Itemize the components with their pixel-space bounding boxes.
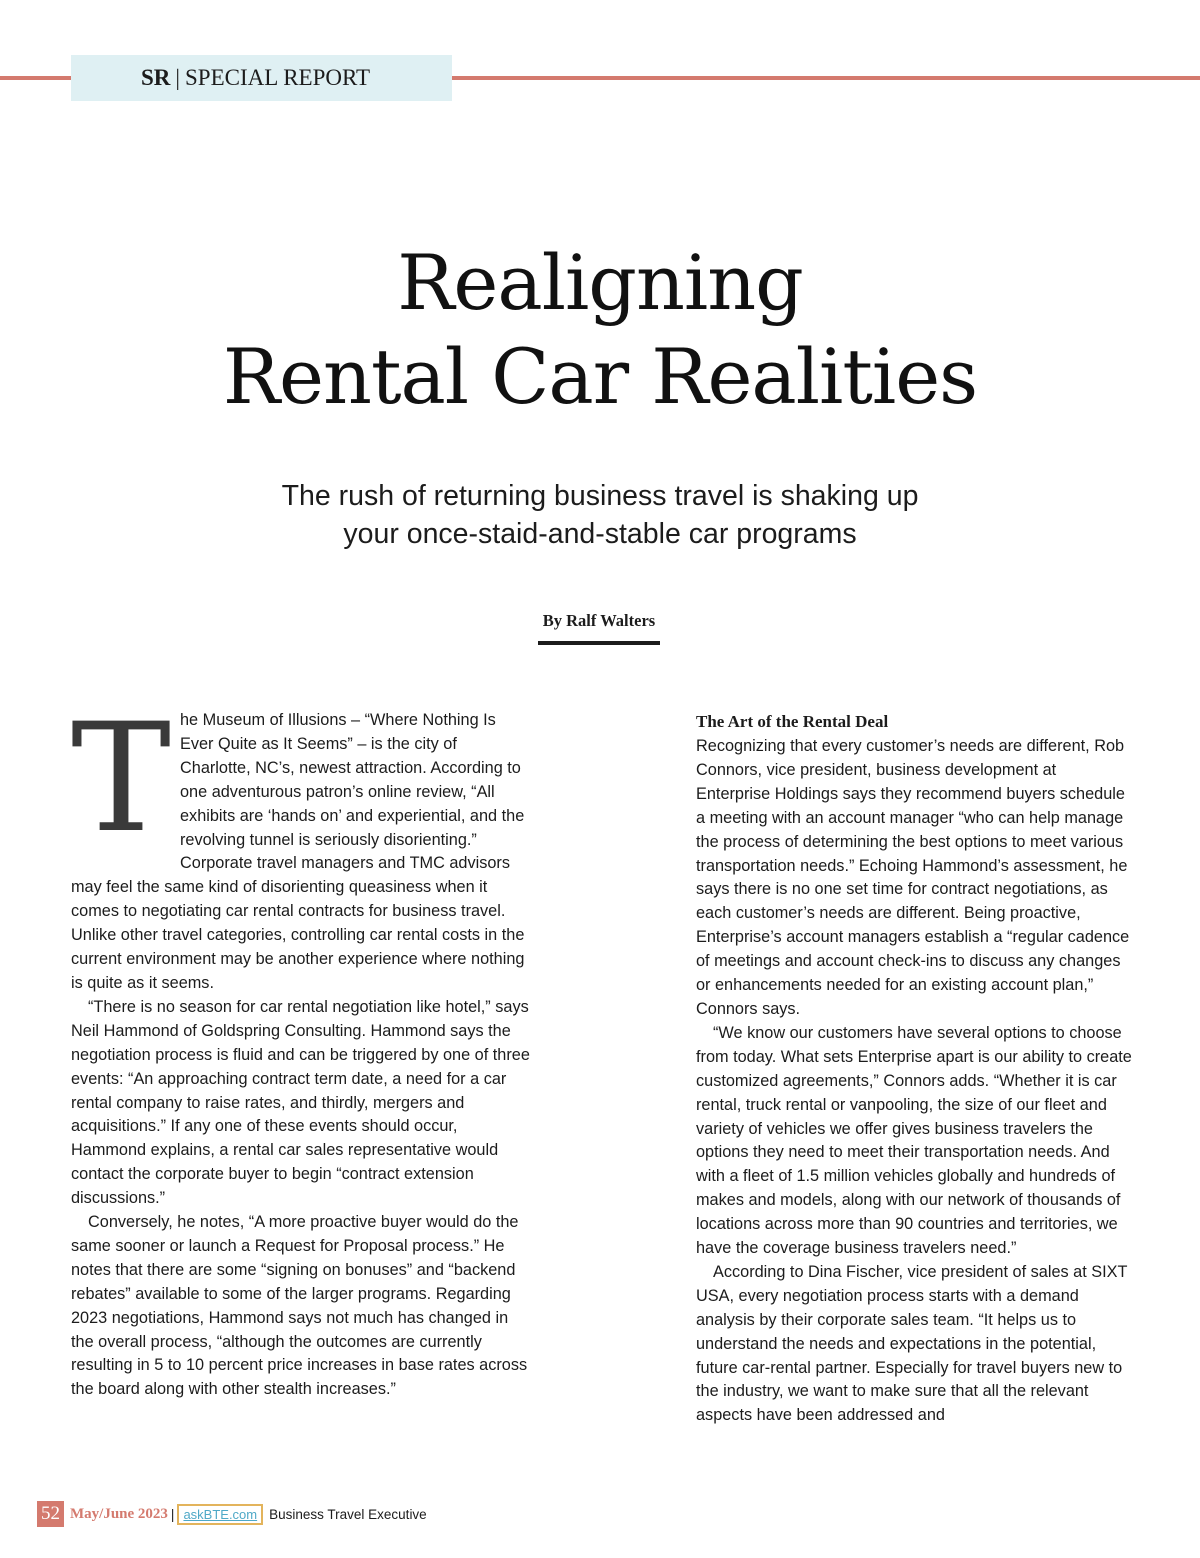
article-title	[0, 236, 1200, 424]
left-paragraph-1	[71, 692, 531, 996]
subtitle-line-1: The rush of returning business travel is shaking up	[281, 480, 919, 512]
title-line-2: Rental Car Realities	[222, 332, 978, 421]
section-tag	[71, 55, 452, 101]
publication-name: Business Travel Executive	[269, 1506, 427, 1522]
section-separator: |	[175, 65, 181, 90]
right-column	[696, 709, 1132, 1428]
left-paragraph-1-text: he Museum of Illusions – “Where Nothing Is Ever Quite as It Seems” – is the city of Charlotte, NC’s, newest attraction. According to one adventurous patron’s online review, “All exhibits are ‘hands on’ and experiential, and the revolving tunnel is seriously disorienting.” Corporate travel managers and TMC advisors may feel the same kind of disorienting queasiness when it comes to negotiating car rental contracts for business travel. Unlike other travel categories, controlling car rental costs in the current environment may be another experience where nothing is quite as it seems.	[71, 711, 525, 992]
left-paragraph-3: Conversely, he notes, “A more proactive buyer would do the same sooner or launch a Request for Proposal process.” He notes that there are some “signing on bonuses” and “backend rebates” available to some of the larger programs. Regarding 2023 negotiations, Hammond says not much has changed in the overall process, “although the outcomes are currently resulting in 5 to 10 percent price increases in base rates across the board along with other stealth increases.”	[71, 1213, 528, 1399]
footer-separator: |	[170, 1506, 175, 1522]
subtitle-line-2: your once-staid-and-stable car programs	[343, 518, 857, 550]
article-subtitle	[0, 477, 1200, 553]
issue-date: May/June 2023	[70, 1505, 168, 1522]
dropcap: T	[71, 692, 172, 866]
byline-rule	[538, 641, 660, 645]
section-subhead: The Art of the Rental Deal	[696, 712, 889, 731]
right-paragraph-1: Recognizing that every customer’s needs are different, Rob Connors, vice president, business development at Enterprise Holdings says they recommend buyers schedule a meeting with an account manager “who can help manage the process of determining the best options to meet various transportation needs.” Echoing Hammond’s assessment, he says there is no one set time for contract negotiations, as each customer’s needs are different. Being proactive, Enterprise’s account managers establish a “regular cadence of meetings and account check-ins to discuss any changes or enhancements needed for an existing account plan,” Connors says.	[696, 737, 1130, 1018]
right-paragraph-2: “We know our customers have several options to choose from today. What sets Enterprise apart is our ability to create customized agreements,” Connors adds. “Whether it is car rental, truck rental or vanpooling, the size of our fleet and variety of vehicles we offer gives business travelers the options they need to meet their transportation needs. And with a fleet of 1.5 million vehicles globally and hundreds of makes and models, along with our network of thousands of locations across more than 90 countries and territories, we have the coverage business travelers need.”	[696, 1023, 1132, 1258]
left-paragraph-2: “There is no season for car rental negotiation like hotel,” says Neil Hammond of Goldspring Consulting. Hammond says the negotiation process is fluid and can be triggered by one of three events: “An approaching contract term date, a need for a car rental company to raise rates, and thirdly, mergers and acquisitions.” If any one of these events should occur, Hammond explains, a rental car sales representative would contact the corporate buyer to begin “contract extension discussions.”	[71, 997, 530, 1208]
byline: By Ralf Walters	[542, 611, 656, 630]
left-column	[71, 692, 531, 1402]
page-number: 52	[37, 1501, 64, 1527]
site-link[interactable]: askBTE.com	[177, 1504, 263, 1525]
right-paragraph-3: According to Dina Fischer, vice president of sales at SIXT USA, every negotiation process starts with a demand analysis by their corporate sales team. “It helps us to understand the needs and expectations in the potential, future car-rental partner. Especially for travel buyers new to the industry, we want to make sure that all the relevant aspects have been addressed and	[696, 1262, 1128, 1425]
page-footer	[37, 1501, 427, 1527]
section-label: SPECIAL REPORT	[185, 65, 371, 90]
title-line-1: Realigning	[397, 238, 803, 327]
section-abbr: SR	[141, 65, 171, 90]
